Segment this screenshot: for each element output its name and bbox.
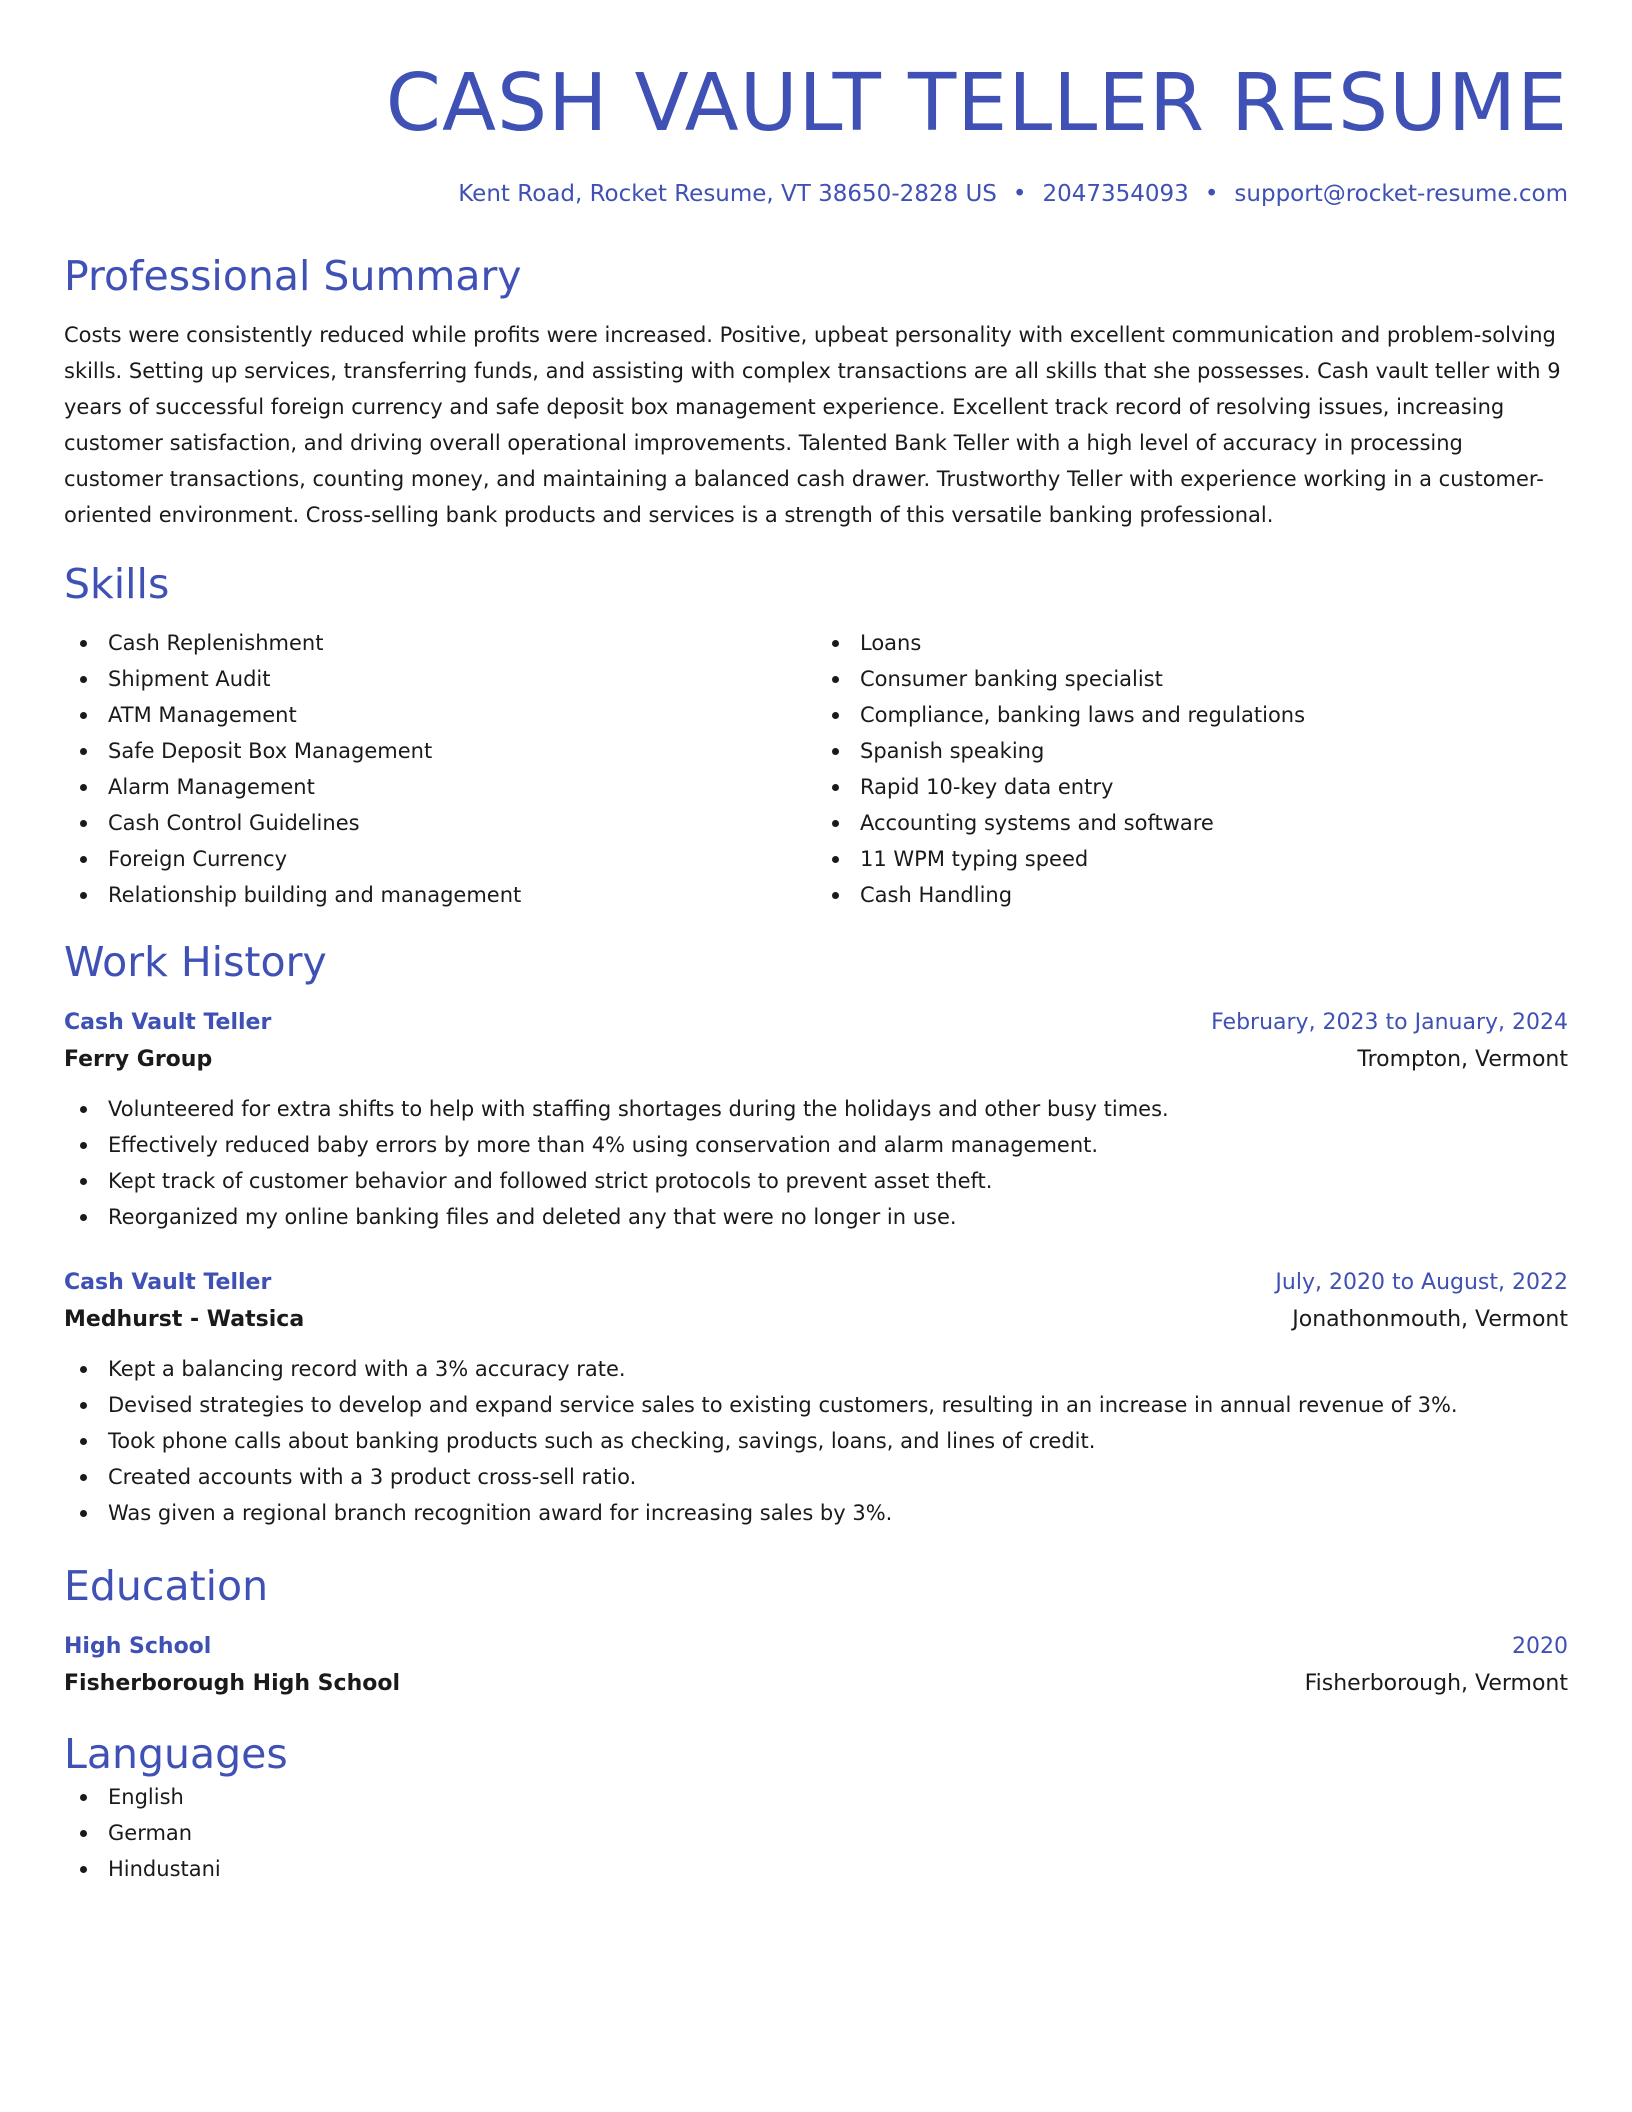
job-bullets	[64, 1351, 1568, 1531]
skill-item: Shipment Audit	[64, 661, 816, 697]
job-entry	[64, 1265, 1568, 1531]
skill-item: Accounting systems and software	[816, 805, 1568, 841]
job-entry	[64, 1005, 1568, 1235]
education-header	[64, 1629, 1568, 1665]
job-location: Trompton, Vermont	[1357, 1047, 1568, 1072]
education-location: Fisherborough, Vermont	[1304, 1671, 1568, 1696]
skill-item: Alarm Management	[64, 769, 816, 805]
job-header	[64, 1005, 1568, 1041]
skills-columns	[64, 625, 1568, 913]
skill-item: 11 WPM typing speed	[816, 841, 1568, 877]
education-entry	[64, 1629, 1568, 1703]
job-company-row	[64, 1041, 1568, 1079]
summary-text: Costs were consistently reduced while profits were increased. Positive, upbeat personality with excellent communication and problem-solving skills. Setting up services, transferring funds, and assisting with complex transactions are all skills that she possesses. Cash vault teller with 9 years of successful foreign currency and safe deposit box management experience. Excellent track record of resolving issues, increasing customer satisfaction, and driving overall operational improvements. Talented Bank Teller with a high level of accuracy in processing customer transactions, counting money, and maintaining a balanced cash drawer. Trustworthy Teller with experience working in a customer-oriented environment. Cross-selling bank products and services is a strength of this versatile banking professional.	[64, 323, 1561, 527]
job-bullets	[64, 1091, 1568, 1235]
languages-list	[64, 1779, 1568, 1887]
job-bullet: Effectively reduced baby errors by more than 4% using conservation and alarm management.	[64, 1127, 1568, 1163]
education-school-row	[64, 1665, 1568, 1703]
skill-item: Relationship building and management	[64, 877, 816, 913]
work-history-heading: Work History	[64, 938, 327, 986]
education-degree: High School	[64, 1634, 212, 1659]
contact-line	[64, 179, 1568, 209]
job-bullet: Volunteered for extra shifts to help with staffing shortages during the holidays and other busy times.	[64, 1091, 1568, 1127]
job-company: Ferry Group	[64, 1047, 213, 1072]
job-company: Medhurst - Watsica	[64, 1307, 305, 1332]
skill-item: Cash Replenishment	[64, 625, 816, 661]
skill-item: ATM Management	[64, 697, 816, 733]
job-bullet: Was given a regional branch recognition award for increasing sales by 3%.	[64, 1495, 1568, 1531]
skills-left-column	[64, 625, 816, 913]
skill-item: Safe Deposit Box Management	[64, 733, 816, 769]
job-bullet: Kept track of customer behavior and followed strict protocols to prevent asset theft.	[64, 1163, 1568, 1199]
address: Kent Road, Rocket Resume, VT 38650-2828 US	[458, 181, 997, 207]
job-location: Jonathonmouth, Vermont	[1292, 1307, 1568, 1332]
job-bullet: Devised strategies to develop and expand service sales to existing customers, resulting in an increase in annual revenue of 3%.	[64, 1387, 1568, 1423]
contact-separator: •	[1204, 181, 1219, 207]
job-dates: July, 2020 to August, 2022	[1275, 1270, 1568, 1295]
skill-item: Compliance, banking laws and regulations	[816, 697, 1568, 733]
skills-heading: Skills	[64, 560, 170, 608]
skill-item: Cash Handling	[816, 877, 1568, 913]
language-item: English	[64, 1779, 1568, 1815]
summary-heading: Professional Summary	[64, 252, 522, 300]
skill-item: Foreign Currency	[64, 841, 816, 877]
phone: 2047354093	[1042, 181, 1189, 207]
job-bullet: Reorganized my online banking files and deleted any that were no longer in use.	[64, 1199, 1568, 1235]
job-bullet: Created accounts with a 3 product cross-sell ratio.	[64, 1459, 1568, 1495]
skill-item: Consumer banking specialist	[816, 661, 1568, 697]
language-item: Hindustani	[64, 1851, 1568, 1887]
email-link[interactable]: support@rocket-resume.com	[1234, 181, 1568, 207]
skill-item: Cash Control Guidelines	[64, 805, 816, 841]
skill-item: Loans	[816, 625, 1568, 661]
job-header	[64, 1265, 1568, 1301]
language-item: German	[64, 1815, 1568, 1851]
job-bullet: Took phone calls about banking products such as checking, savings, loans, and lines of credit.	[64, 1423, 1568, 1459]
job-title: Cash Vault Teller	[64, 1010, 272, 1035]
job-dates: February, 2023 to January, 2024	[1211, 1010, 1568, 1035]
job-title: Cash Vault Teller	[64, 1270, 272, 1295]
skill-item: Spanish speaking	[816, 733, 1568, 769]
education-year: 2020	[1512, 1634, 1568, 1659]
skills-right-column	[816, 625, 1568, 913]
languages-heading: Languages	[64, 1730, 288, 1778]
job-bullet: Kept a balancing record with a 3% accuracy rate.	[64, 1351, 1568, 1387]
education-school: Fisherborough High School	[64, 1671, 400, 1696]
education-heading: Education	[64, 1562, 269, 1610]
contact-separator: •	[1012, 181, 1027, 207]
skill-item: Rapid 10-key data entry	[816, 769, 1568, 805]
resume-title: CASH VAULT TELLER RESUME	[385, 57, 1568, 149]
job-company-row	[64, 1301, 1568, 1339]
